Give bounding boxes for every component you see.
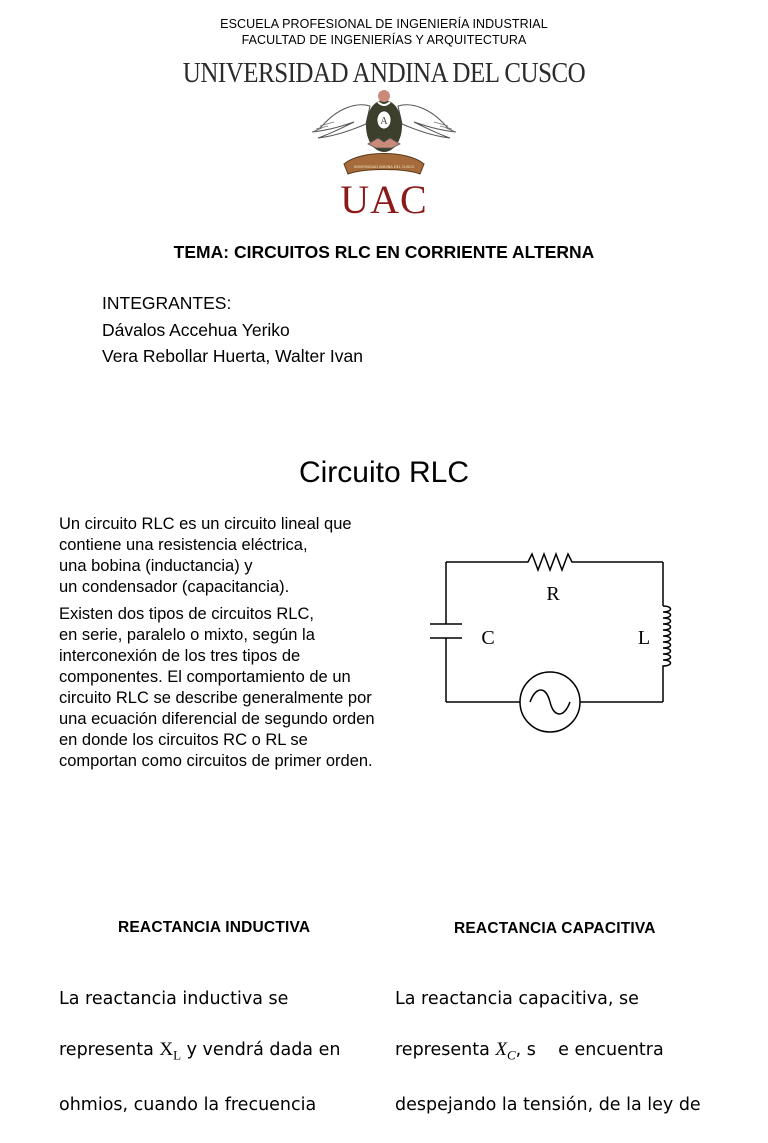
capacitive-subscript: C <box>507 1047 516 1063</box>
integrantes-block <box>102 290 363 370</box>
inductor-icon <box>663 606 671 668</box>
inductive-heading: REACTANCIA INDUCTIVA <box>118 919 311 936</box>
capacitor-icon <box>430 624 462 638</box>
paragraph-definition: Un circuito RLC es un circuito lineal que contiene una resistencia eléctrica, una bobina (inductancia) y un condensador (capacitancia). <box>59 515 352 596</box>
inductive-text: La reactancia inductiva se representa $X_L$ y vendrá dada en ohmios, cuando la frecuencia <box>59 989 341 1115</box>
university-name: UNIVERSIDAD ANDINA DEL CUSCO <box>182 58 586 90</box>
inductor-label: L <box>637 627 651 649</box>
uac-logo-text: UAC <box>340 177 428 222</box>
capacitive-symbol: X <box>495 1039 507 1060</box>
condor-logo <box>308 82 460 182</box>
member-name: Vera Rebollar Huerta, Walter Ivan <box>102 346 363 366</box>
condor-head-icon <box>378 90 390 102</box>
seal-letter: A <box>380 116 388 127</box>
ribbon-icon <box>344 154 424 175</box>
integrantes-label: INTEGRANTES: <box>102 293 232 313</box>
resistor-icon <box>446 554 663 570</box>
capacitive-heading: REACTANCIA CAPACITIVA <box>454 920 656 937</box>
school-name: ESCUELA PROFESIONAL DE INGENIERÍA INDUSTRIAL <box>220 17 548 31</box>
capacitor-label: C <box>481 627 495 649</box>
inductive-subscript: L <box>173 1047 182 1063</box>
member-name: Dávalos Accehua Yeriko <box>102 319 290 340</box>
seal-ribbon-text: UNIVERSIDAD ANDINA DEL CUSCO <box>353 165 415 169</box>
slide-title: Circuito RLC <box>298 456 470 489</box>
capacitive-text: La reactancia capacitiva, se representa $X_C$, s e encuentra despejando la tensión, de la ley de <box>395 989 701 1115</box>
tema-title: TEMA: CIRCUITOS RLC EN CORRIENTE ALTERNA <box>173 242 595 262</box>
faculty-name: FACULTAD DE INGENIERÍAS Y ARQUITECTURA <box>241 33 527 47</box>
paragraph-types: Existen dos tipos de circuitos RLC, en serie, paralelo o mixto, según la interconexión de los tres tipos de componentes. El comportamiento de un circuito RLC se describe generalmente por una ecuación diferencial de segundo orden en donde los circuitos RC o RL se comportan como circuitos de primer orden. <box>59 605 375 770</box>
inductive-symbol: X <box>159 1039 174 1060</box>
resistor-label: R <box>546 583 560 605</box>
rlc-circuit-diagram <box>426 540 676 740</box>
